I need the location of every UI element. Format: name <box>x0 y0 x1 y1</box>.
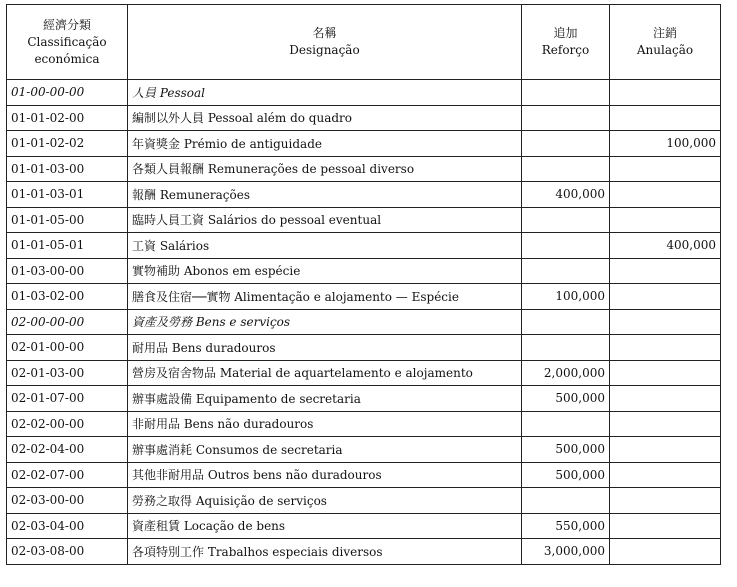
row-designation: 編制以外人員 Pessoal além do quadro <box>128 105 522 131</box>
row-anulacao <box>610 411 721 437</box>
row-reforco: 500,000 <box>522 437 610 463</box>
row-reforco: 400,000 <box>522 182 610 208</box>
row-designation: 各項特別工作 Trabalhos especiais diversos <box>128 539 522 565</box>
header-designation <box>128 5 522 80</box>
row-anulacao <box>610 80 721 106</box>
table-row <box>7 105 721 131</box>
row-reforco <box>522 258 610 284</box>
row-designation: 年資獎金 Prémio de antiguidade <box>128 131 522 157</box>
row-reforco <box>522 207 610 233</box>
row-code: 01-01-03-00 <box>7 156 128 182</box>
header-reforco <box>522 5 610 80</box>
table-row <box>7 182 721 208</box>
row-reforco: 2,000,000 <box>522 360 610 386</box>
row-code: 02-01-03-00 <box>7 360 128 386</box>
row-designation: 辦事處設備 Equipamento de secretaria <box>128 386 522 412</box>
row-anulacao <box>610 207 721 233</box>
row-code: 01-01-05-01 <box>7 233 128 259</box>
row-reforco: 550,000 <box>522 513 610 539</box>
row-code: 02-01-07-00 <box>7 386 128 412</box>
row-reforco <box>522 411 610 437</box>
table-body <box>7 80 721 565</box>
table-row <box>7 462 721 488</box>
row-code: 01-03-02-00 <box>7 284 128 310</box>
row-code: 02-03-08-00 <box>7 539 128 565</box>
row-anulacao <box>610 462 721 488</box>
row-reforco <box>522 233 610 259</box>
table-row <box>7 386 721 412</box>
row-designation: 資產租賃 Locação de bens <box>128 513 522 539</box>
table-header <box>7 5 721 80</box>
table-row <box>7 207 721 233</box>
budget-table <box>6 4 721 565</box>
row-code: 02-02-07-00 <box>7 462 128 488</box>
row-anulacao <box>610 335 721 361</box>
row-anulacao: 400,000 <box>610 233 721 259</box>
row-code: 02-02-00-00 <box>7 411 128 437</box>
row-code: 02-00-00-00 <box>7 309 128 335</box>
row-anulacao <box>610 156 721 182</box>
header-code <box>7 5 128 80</box>
row-designation: 辦事處消耗 Consumos de secretaria <box>128 437 522 463</box>
row-designation: 耐用品 Bens duradouros <box>128 335 522 361</box>
table-row <box>7 411 721 437</box>
table-row <box>7 156 721 182</box>
header-reforco-pt: Reforço <box>541 43 590 57</box>
row-reforco <box>522 80 610 106</box>
row-code: 01-01-03-01 <box>7 182 128 208</box>
row-reforco: 100,000 <box>522 284 610 310</box>
table-row <box>7 488 721 514</box>
row-code: 02-03-00-00 <box>7 488 128 514</box>
row-anulacao <box>610 437 721 463</box>
row-reforco <box>522 105 610 131</box>
row-reforco <box>522 131 610 157</box>
row-code: 01-00-00-00 <box>7 80 128 106</box>
row-anulacao <box>610 360 721 386</box>
row-anulacao <box>610 258 721 284</box>
row-designation: 勞務之取得 Aquisição de serviços <box>128 488 522 514</box>
row-code: 01-01-02-00 <box>7 105 128 131</box>
row-designation: 臨時人員工資 Salários do pessoal eventual <box>128 207 522 233</box>
header-code-pt-1: Classificação <box>27 34 107 49</box>
row-designation: 報酬 Remunerações <box>128 182 522 208</box>
row-reforco <box>522 488 610 514</box>
row-code: 01-01-05-00 <box>7 207 128 233</box>
header-code-pt-2: económica <box>34 51 100 66</box>
row-anulacao <box>610 182 721 208</box>
table-row <box>7 309 721 335</box>
table-row <box>7 335 721 361</box>
row-designation: 非耐用品 Bens não duradouros <box>128 411 522 437</box>
table-row <box>7 513 721 539</box>
table-row <box>7 80 721 106</box>
row-anulacao <box>610 513 721 539</box>
table-row <box>7 233 721 259</box>
row-code: 01-01-02-02 <box>7 131 128 157</box>
table-row <box>7 284 721 310</box>
row-anulacao <box>610 105 721 131</box>
header-anulacao-pt: Anulação <box>636 43 694 57</box>
header-code-zh: 經濟分類 <box>42 17 91 32</box>
row-anulacao <box>610 309 721 335</box>
row-designation: 膳食及住宿──實物 Alimentação e alojamento — Espécie <box>128 284 522 310</box>
row-designation: 其他非耐用品 Outros bens não duradouros <box>128 462 522 488</box>
row-anulacao: 100,000 <box>610 131 721 157</box>
row-reforco: 500,000 <box>522 386 610 412</box>
row-reforco: 3,000,000 <box>522 539 610 565</box>
header-anulacao-zh: 注銷 <box>652 26 677 40</box>
row-designation: 實物補助 Abonos em espécie <box>128 258 522 284</box>
row-anulacao <box>610 488 721 514</box>
row-anulacao <box>610 539 721 565</box>
row-anulacao <box>610 386 721 412</box>
table-row <box>7 258 721 284</box>
row-code: 01-03-00-00 <box>7 258 128 284</box>
row-designation: 資產及勞務 Bens e serviços <box>128 309 522 335</box>
table-row <box>7 539 721 565</box>
row-anulacao <box>610 284 721 310</box>
table-row <box>7 437 721 463</box>
row-designation: 工資 Salários <box>128 233 522 259</box>
table-row <box>7 131 721 157</box>
row-code: 02-03-04-00 <box>7 513 128 539</box>
row-code: 02-01-00-00 <box>7 335 128 361</box>
row-designation: 營房及宿舍物品 Material de aquartelamento e alojamento <box>128 360 522 386</box>
row-reforco <box>522 309 610 335</box>
row-reforco <box>522 335 610 361</box>
header-designation-pt: Designação <box>289 43 360 57</box>
header-designation-zh: 名稱 <box>312 26 337 40</box>
header-reforco-zh: 追加 <box>553 26 578 40</box>
header-anulacao <box>610 5 721 80</box>
table-row <box>7 360 721 386</box>
row-designation: 人員 Pessoal <box>128 80 522 106</box>
header-row <box>7 5 721 80</box>
row-reforco: 500,000 <box>522 462 610 488</box>
row-reforco <box>522 156 610 182</box>
row-designation: 各類人員報酬 Remunerações de pessoal diverso <box>128 156 522 182</box>
row-code: 02-02-04-00 <box>7 437 128 463</box>
